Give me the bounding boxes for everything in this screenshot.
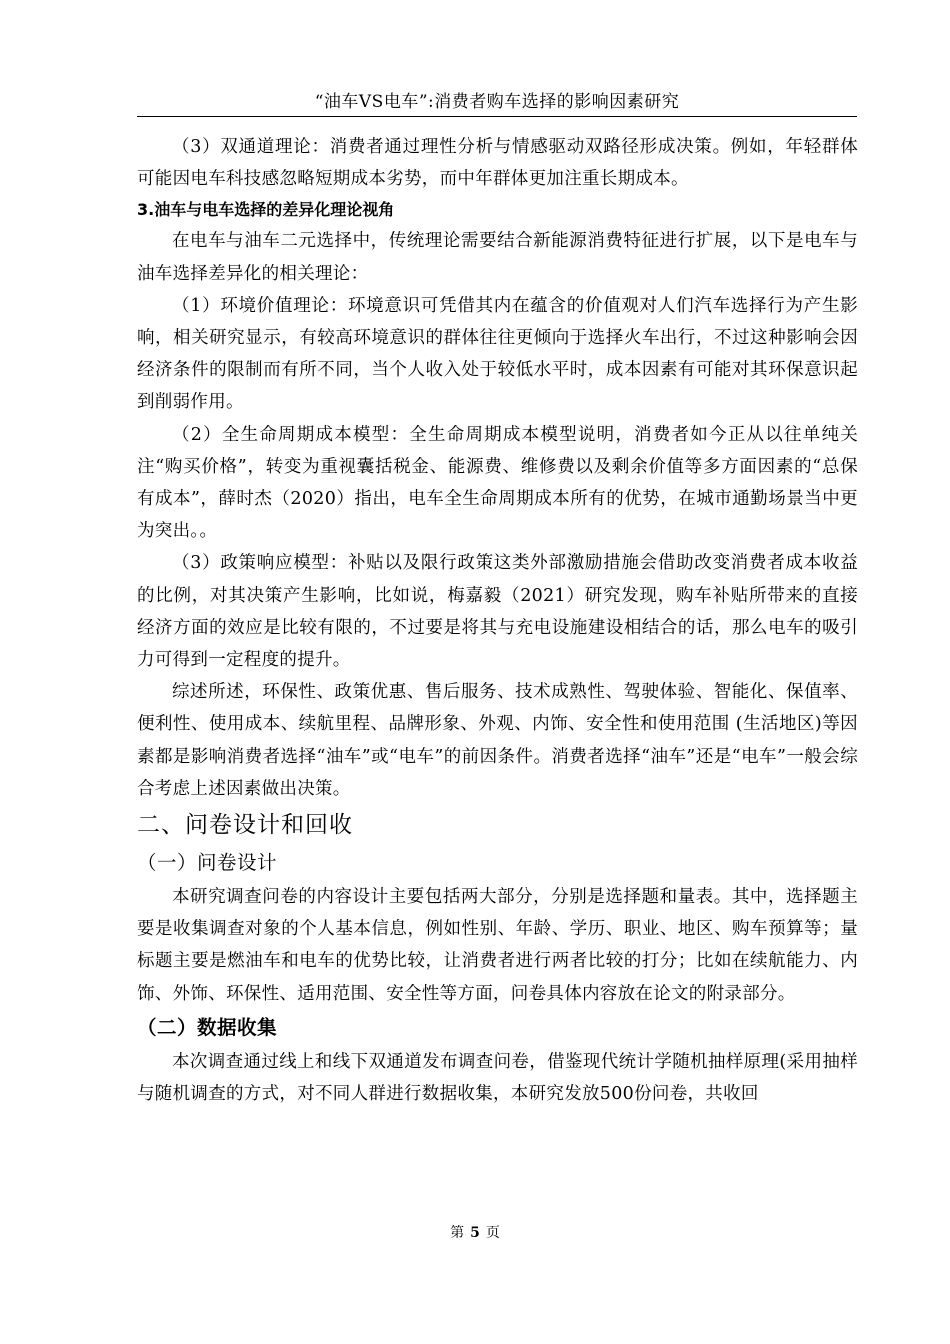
subsection-heading-data-collection: （二）数据收集 — [137, 1015, 278, 1039]
running-header: “油车VS电车”:消费者购车选择的影响因素研究 — [314, 92, 680, 112]
footer-suffix: 页 — [485, 1225, 500, 1241]
paragraph-environmental-value-theory: （1）环境价值理论：环境意识可凭借其内在蕴含的价值观对人们汽车选择行为产生影响，相关研究显示，有较高环境意识的群体往往更倾向于选择火车出行，不过这种影响会因经济条件的限制而有所不同，当个人收入处于较低水平时，成本因素有可能对其环保意识起到削弱作用。 — [137, 295, 858, 413]
footer-prefix: 第 — [450, 1225, 465, 1241]
paragraph-data-collection: 本次调查通过线上和线下双通道发布调查问卷，借鉴现代统计学随机抽样原理(采用抽样与随机调查的方式，对不同人群进行数据收集，本研究发放500份问卷，共收回 — [137, 1051, 858, 1105]
paragraph-policy-response-model: （3）政策响应模型：补贴以及限行政策这类外部激励措施会借助改变消费者成本收益的比例，对其决策产生影响，比如说，梅嘉毅（2021）研究发现，购车补贴所带来的直接经济方面的效应是比较有限的，不过要是将其与充电设施建设相结合的话，那么电车的吸引力可得到一定程度的提升。 — [137, 553, 858, 671]
paragraph-dual-channel-theory: （3）双通道理论：消费者通过理性分析与情感驱动双路径形成决策。例如，年轻群体可能因电车科技感忽略短期成本劣势，而中年群体更加注重长期成本。 — [137, 137, 858, 190]
paragraph-binary-choice-intro: 在电车与油车二元选择中，传统理论需要结合新能源消费特征进行扩展，以下是电车与油车选择差异化的相关理论： — [137, 231, 858, 284]
paragraph-questionnaire-design: 本研究调查问卷的内容设计主要包括两大部分，分别是选择题和量表。其中，选择题主要是收集调查对象的个人基本信息，例如性别、年龄、学历、职业、地区、购车预算等；量标题主要是燃油车和电车的优势比较，让消费者进行两者比较的打分；比如在续航能力、内饰、外饰、环保性、适用范围、安全性等方面，问卷具体内容放在论文的附录部分。 — [137, 887, 858, 1004]
section-heading-questionnaire: 二、问卷设计和回收 — [137, 812, 353, 839]
heading-differentiation-theory: 3.油车与电车选择的差异化理论视角 — [137, 200, 395, 220]
page-body — [137, 131, 858, 1110]
page-number: 5 — [470, 1225, 480, 1241]
subsection-heading-design: （一）问卷设计 — [137, 851, 278, 875]
paragraph-life-cycle-cost-model: （2）全生命周期成本模型：全生命周期成本模型说明，消费者如今正从以往单纯关注“购买价格”，转变为重视囊括税金、能源费、维修费以及剩余价值等多方面因素的“总保有成本”，薛时杰（2020）指出，电车全生命周期成本所有的优势，在城市通勤场景当中更为突出。。 — [137, 424, 858, 542]
page-footer — [0, 1222, 950, 1242]
paragraph-summary: 综述所述，环保性、政策优惠、售后服务、技术成熟性、驾驶体验、智能化、保值率、便利性、使用成本、续航里程、品牌形象、外观、内饰、安全性和使用范围 (生活地区)等因素都是影响消费者选择“油车”或“电车”的前因条件。消费者选择“油车”还是“电车”一般会综合考虑上述因素做出决策。 — [137, 682, 858, 799]
header-rule — [137, 116, 857, 117]
